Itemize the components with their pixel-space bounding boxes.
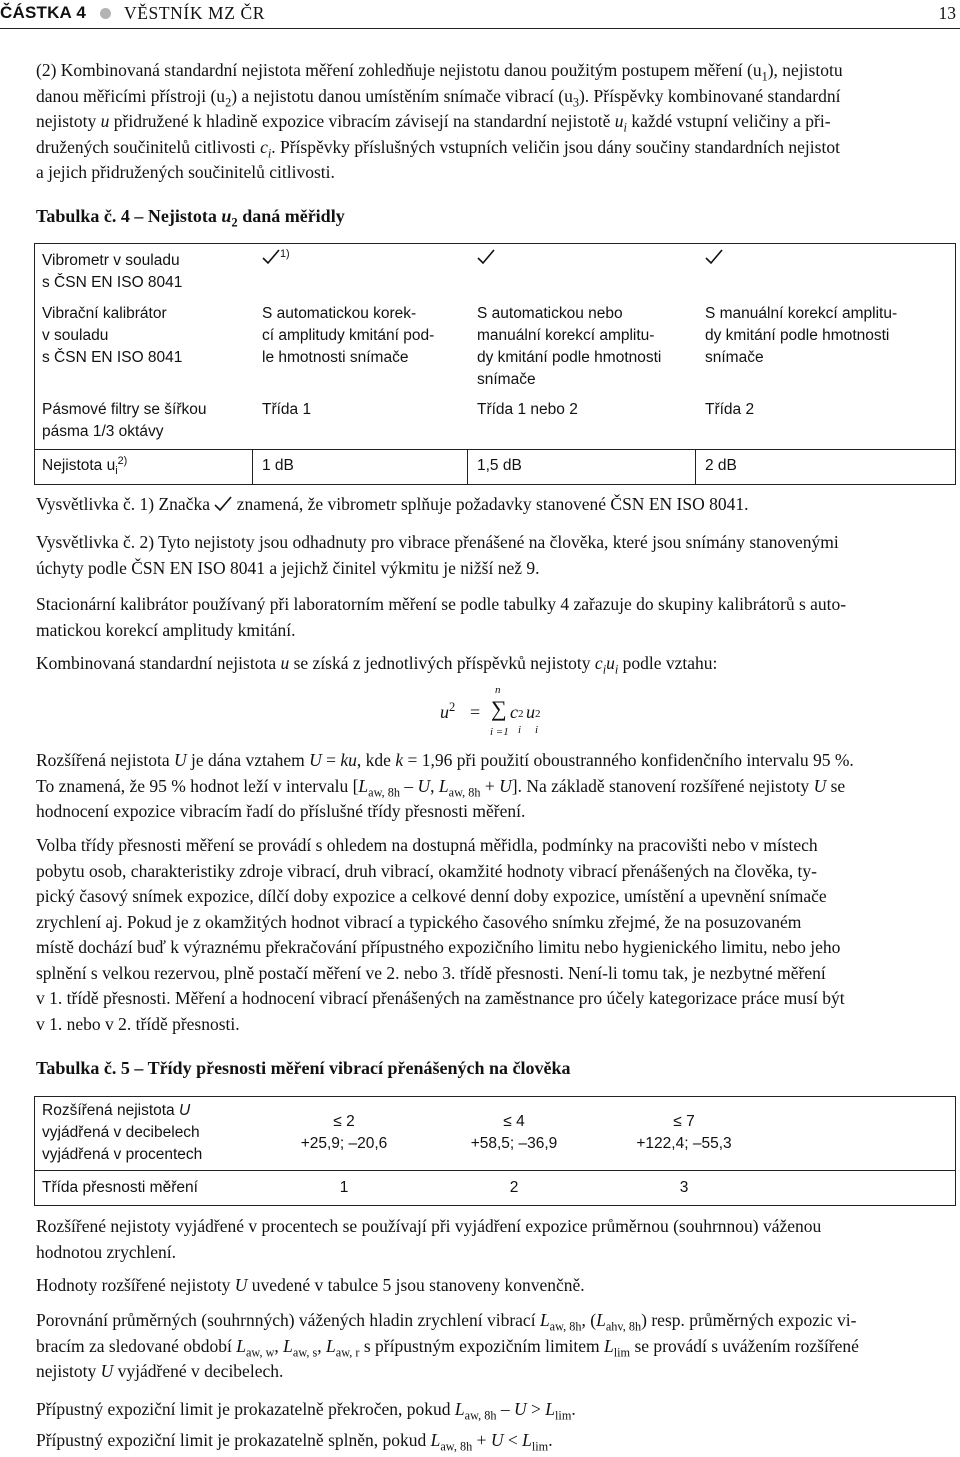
subscript: 3 xyxy=(572,95,579,109)
text: snímače xyxy=(477,371,536,388)
superscript: 2 xyxy=(535,708,541,720)
text: v souladu xyxy=(42,327,109,344)
text: , ( xyxy=(581,1310,597,1330)
table-cell xyxy=(614,1111,754,1155)
sum-lower-limit: i =1 xyxy=(490,726,509,738)
table-cell xyxy=(262,248,290,270)
line xyxy=(36,748,956,774)
table5-caption xyxy=(36,1058,571,1079)
symbol: L xyxy=(545,1399,556,1419)
superscript: 2 xyxy=(518,708,524,720)
text: + xyxy=(480,775,500,796)
line: v 1. nebo v 2. třídě přesnosti. xyxy=(36,1013,240,1034)
text: dy kmitání podle hmotnosti xyxy=(705,327,890,344)
symbol: U xyxy=(499,775,512,796)
text: + xyxy=(472,1430,491,1450)
symbol: u xyxy=(221,206,232,226)
table-cell-label xyxy=(42,1100,202,1166)
subscript: aw, r xyxy=(335,1345,360,1359)
text: je dána vztahem xyxy=(186,750,310,770)
subscript: i xyxy=(614,662,619,677)
text: ) a nejistotu danou umístěním snímače vibrací (u xyxy=(231,85,573,106)
symbol: c xyxy=(594,653,603,673)
text: Vibrační kalibrátor xyxy=(42,305,167,322)
line xyxy=(36,84,956,110)
text: S manuální korekcí amplitu- xyxy=(705,305,898,322)
text: . xyxy=(571,1399,576,1419)
text: manuální korekcí amplitu- xyxy=(477,327,655,344)
symbol: U xyxy=(490,1430,504,1450)
text: Přípustný expoziční limit je prokazatelně překročen, pokud xyxy=(36,1399,455,1419)
text: vyjádřená v decibelech xyxy=(42,1124,200,1141)
text: znamená, že vibrometr splňuje požadavky stanovené ČSN EN ISO 8041. xyxy=(232,494,749,514)
symbol: L xyxy=(283,1335,293,1356)
text: nejistoty xyxy=(36,111,101,131)
text: < xyxy=(503,1430,523,1450)
text: družených součinitelů citlivosti xyxy=(36,136,261,157)
subscript: i xyxy=(535,724,539,736)
symbol: L xyxy=(522,1430,532,1450)
page-number: 13 xyxy=(938,3,956,23)
paragraph-percent-uncertainty xyxy=(36,1214,956,1265)
checkmark-icon xyxy=(262,249,280,265)
text: Pásmové filtry se šířkou xyxy=(42,401,207,418)
symbol: U xyxy=(234,1275,248,1295)
table-cell-label: Třída přesnosti měření xyxy=(42,1179,198,1196)
symbol: U xyxy=(174,750,187,770)
line xyxy=(36,58,956,84)
symbol: u xyxy=(440,702,449,722)
text: ) resp. průměrných expozic vi- xyxy=(641,1310,857,1330)
subscript: ahv, 8h xyxy=(605,1319,642,1334)
table-cell-label xyxy=(42,399,207,443)
subscript: aw, 8h xyxy=(464,1408,497,1423)
symbol: ku xyxy=(340,750,357,770)
checkmark-icon xyxy=(477,249,495,265)
text: se xyxy=(826,775,846,796)
sum-upper-limit: n xyxy=(495,684,501,696)
symbol: u xyxy=(280,653,290,673)
table-cell xyxy=(444,1111,584,1155)
text: +122,4; –55,3 xyxy=(636,1135,732,1152)
table-cell-label xyxy=(42,455,127,477)
table-border xyxy=(34,1096,35,1206)
table-cell xyxy=(274,1111,414,1155)
text: pásma 1/3 oktávy xyxy=(42,423,164,440)
text: > xyxy=(526,1399,546,1419)
text: ), nejistotu xyxy=(767,60,843,80)
text: Rozšířená nejistota xyxy=(42,1102,179,1119)
symbol: u xyxy=(526,702,535,722)
subscript: lim xyxy=(613,1345,631,1359)
symbol: c xyxy=(510,702,518,722)
table-cell xyxy=(705,248,723,270)
bullet-dot-icon xyxy=(100,8,111,19)
table-border xyxy=(34,484,956,485)
text: přidružené k hladině expozice vibracím závisejí na standardní nejistotě xyxy=(109,111,615,131)
line: matickou korekcí amplitudy kmitání. xyxy=(36,619,296,640)
text: Porovnání průměrných (souhrnných) vážených hladin zrychlení vibrací xyxy=(36,1310,540,1330)
subscript: aw, 8h xyxy=(440,1439,473,1454)
symbol: U xyxy=(514,1399,527,1419)
subscript: aw, 8h xyxy=(448,785,481,799)
subscript: i xyxy=(518,724,522,736)
symbol: L xyxy=(358,775,369,796)
table5 xyxy=(34,1096,956,1206)
footnote-mark: 2) xyxy=(117,454,128,467)
text: ≤ 4 xyxy=(503,1113,525,1130)
table-cell-label xyxy=(42,303,182,369)
subscript: i xyxy=(623,120,627,135)
text: snímače xyxy=(705,349,764,366)
text: s ČSN EN ISO 8041 xyxy=(42,274,183,291)
text: Nejistota u xyxy=(42,457,116,474)
text: +58,5; –36,9 xyxy=(470,1135,558,1152)
text: . Příspěvky příslušných vstupních veličin jsou dány součiny standardních nejistot xyxy=(271,136,840,157)
line: Rozšířené nejistoty vyjádřené v procentech se používají při vyjádření expozice průměrnou (souhrnnou) váženou xyxy=(36,1216,822,1236)
superscript: 2 xyxy=(449,700,456,714)
table-cell: 1 xyxy=(339,1179,349,1196)
text: S automatickou korek- xyxy=(262,305,417,322)
subscript: aw, 8h xyxy=(549,1319,582,1334)
journal-title: VĚSTNÍK MZ ČR xyxy=(124,3,265,23)
symbol: U xyxy=(309,750,322,770)
text: podle vztahu: xyxy=(618,653,718,673)
text: = xyxy=(321,750,341,770)
text: = 1,96 při použití oboustranného konfidenčního intervalu 95 %. xyxy=(403,750,854,770)
symbol: L xyxy=(430,1430,441,1450)
text: s ČSN EN ISO 8041 xyxy=(42,349,183,366)
table-cell: Třída 2 xyxy=(705,401,755,418)
line xyxy=(36,160,956,186)
table-border xyxy=(955,1096,956,1206)
text: danou měřicími přístroji (u xyxy=(36,85,226,106)
line: pobytu osob, charakteristiky zdroje vibrací, druh vibrací, okamžité hodnoty vibrací přenášených na člověka, ty- xyxy=(36,860,817,881)
table-cell xyxy=(477,248,495,270)
text: vyjádřená v procentech xyxy=(42,1146,203,1163)
line: Volba třídy přesnosti měření se provádí s ohledem na dostupná měřidla, podmínky na pracovišti nebo v místech xyxy=(36,835,818,855)
subscript: 2 xyxy=(225,95,232,109)
symbol: k xyxy=(395,750,404,770)
table-cell: 3 xyxy=(679,1179,689,1196)
checkmark-icon xyxy=(214,496,232,512)
table-rule xyxy=(252,449,253,484)
paragraph-comparison xyxy=(36,1308,956,1385)
sum-icon: ∑ xyxy=(491,696,507,721)
text: To znamená, že 95 % hodnot leží v intervalu [ xyxy=(36,775,359,796)
symbol: U xyxy=(179,1102,191,1119)
table-cell: 2 dB xyxy=(705,457,737,474)
line xyxy=(36,1308,956,1334)
text: S automatickou nebo xyxy=(477,305,623,322)
text: , xyxy=(274,1335,284,1356)
paragraph-expanded-uncertainty xyxy=(36,748,956,825)
text: Vibrometr v souladu xyxy=(42,252,180,269)
line xyxy=(36,1334,956,1360)
text: se získá z jednotlivých příspěvků nejistoty xyxy=(289,653,595,673)
paragraph-accuracy-class-choice xyxy=(36,833,956,1037)
line: hodnocení expozice vibracím řadí do příslušné třídy přesnosti měření. xyxy=(36,801,526,821)
paragraph-combined xyxy=(36,651,956,677)
symbol: U xyxy=(100,1361,114,1381)
text: dy kmitání podle hmotnosti xyxy=(477,349,662,366)
paragraph-conventional-values xyxy=(36,1273,956,1299)
table-rule xyxy=(34,449,956,450)
subscript: i xyxy=(115,465,118,478)
text: . xyxy=(548,1430,553,1450)
subscript: i xyxy=(267,146,272,160)
line: Stacionární kalibrátor používaný při laboratorním měření se podle tabulky 4 zařazuje do skupiny kalibrátorů s auto- xyxy=(36,594,847,614)
line: úchyty podle ČSN EN ISO 8041 a jejichž činitel výkmitu je nižší než 9. xyxy=(36,557,540,578)
line: hodnotou zrychlení. xyxy=(36,1241,176,1262)
section-label: ČÁSTKA 4 xyxy=(0,3,86,22)
page-header xyxy=(0,0,960,30)
text: – xyxy=(496,1399,515,1419)
paragraph-stationary-calibrator xyxy=(36,592,956,643)
text: le hmotnosti snímače xyxy=(262,349,409,366)
text: ≤ 2 xyxy=(333,1113,355,1130)
line: splnění s velkou rezervou, plně postačí měření ve 2. nebo 3. třídě přesnosti. Není-li tomu tak, je nezbytné měření xyxy=(36,962,826,983)
text: +25,9; –20,6 xyxy=(300,1135,388,1152)
symbol: u xyxy=(100,111,110,131)
text: uvedené v tabulce 5 jsou stanoveny konvenčně. xyxy=(247,1275,585,1295)
text: bracím za sledované období xyxy=(36,1335,237,1356)
symbol: L xyxy=(539,1310,550,1330)
subscript: 1 xyxy=(761,69,768,84)
line: Vysvětlivka č. 2) Tyto nejistoty jsou odhadnuty pro vibrace přenášené na člověka, které jsou snímány stanovenými xyxy=(36,532,839,552)
symbol: u xyxy=(614,111,624,131)
line: pický časový snímek expozice, dílčí doby expozice a celkové denní doby expozice, umístění a upevnění snímače xyxy=(36,886,827,906)
caption-text: – Nejistota xyxy=(129,206,222,226)
symbol: L xyxy=(596,1310,606,1330)
line xyxy=(36,774,956,800)
text: ≤ 7 xyxy=(673,1113,695,1130)
table-cell xyxy=(262,303,434,369)
text: nejistoty xyxy=(36,1361,101,1381)
equals-sign: = xyxy=(470,702,481,722)
symbol: L xyxy=(326,1335,336,1356)
line xyxy=(36,135,956,161)
text: a jejich přidružených součinitelů citlivosti. xyxy=(36,162,335,182)
table-cell: 1,5 dB xyxy=(477,457,522,474)
table4-caption xyxy=(36,206,345,230)
line: místě dochází buď k výraznému překračování přípustného expozičního limitu nebo hygienického limitu, nebo jeho xyxy=(36,937,841,957)
text: se provádí s uvážením rozšířené xyxy=(630,1335,859,1356)
line: v 1. třídě přesnosti. Měření a hodnocení vibrací přenášených na zaměstnance pro účely kategorizace práce musí být xyxy=(36,988,845,1008)
caption-text: daná měřidly xyxy=(237,206,345,226)
line xyxy=(36,109,956,135)
header-rule xyxy=(0,28,960,29)
text: s přípustným expozičním limitem xyxy=(359,1335,604,1356)
symbol: c xyxy=(260,136,268,157)
subscript: i xyxy=(602,662,607,677)
paragraph-limit-met xyxy=(36,1428,956,1454)
symbol: u xyxy=(606,653,615,673)
table-cell: Třída 1 xyxy=(262,401,312,418)
paragraph-combined-uncertainty xyxy=(36,58,956,186)
subscript: lim xyxy=(531,1439,549,1454)
text: Vysvětlivka č. 1) Značka xyxy=(36,494,215,514)
symbol: L xyxy=(603,1335,614,1356)
text: , kde xyxy=(356,750,396,770)
table4 xyxy=(34,243,956,485)
table-rule xyxy=(34,1170,956,1171)
table-rule xyxy=(695,449,696,484)
table-cell: Třída 1 nebo 2 xyxy=(477,401,578,418)
symbol: L xyxy=(438,775,449,796)
text: vyjádřené v decibelech. xyxy=(113,1361,284,1381)
text: (2) Kombinovaná standardní nejistota měření zohledňuje nejistotu danou použitým postupem měření (u xyxy=(36,60,762,80)
table-cell-label xyxy=(42,250,182,294)
text: – xyxy=(400,775,418,796)
formula xyxy=(440,684,580,740)
text: Přípustný expoziční limit je prokazatelně splněn, pokud xyxy=(36,1430,431,1450)
subscript: aw, s xyxy=(292,1345,318,1359)
footnote-mark: 1) xyxy=(280,247,290,260)
table-cell xyxy=(477,303,661,391)
table-border xyxy=(34,1205,956,1206)
text: ]. Na základě stanovení rozšířené nejistoty xyxy=(511,775,814,796)
checkmark-icon xyxy=(705,249,723,265)
caption-text: – Třídy přesnosti měření vibrací přenášených na člověka xyxy=(129,1058,571,1078)
text: cí amplitudy kmitání pod- xyxy=(262,327,435,344)
text: , xyxy=(317,1335,327,1356)
paragraph-limit-exceeded xyxy=(36,1397,956,1423)
table-rule xyxy=(467,449,468,484)
line xyxy=(36,1359,956,1385)
text: , xyxy=(430,775,439,796)
symbol: U xyxy=(417,775,431,796)
symbol: L xyxy=(454,1399,465,1419)
table-border xyxy=(34,243,956,244)
text: každé vstupní veličiny a při- xyxy=(626,111,831,131)
caption-lead: Tabulka č. 4 xyxy=(36,206,130,226)
table-border xyxy=(34,1096,956,1097)
text: Rozšířená nejistota xyxy=(36,750,175,770)
text: Hodnoty rozšířené nejistoty xyxy=(36,1275,235,1295)
symbol: U xyxy=(813,775,827,796)
text: ). Příspěvky kombinované standardní xyxy=(578,85,841,106)
table-cell: 1 dB xyxy=(262,457,294,474)
subscript: aw, 8h xyxy=(368,785,401,799)
table-cell: 2 xyxy=(509,1179,519,1196)
subscript: lim xyxy=(555,1408,572,1423)
subscript: aw, w xyxy=(245,1345,275,1359)
caption-lead: Tabulka č. 5 xyxy=(36,1058,130,1078)
table-cell xyxy=(705,303,897,369)
footnote-2 xyxy=(36,530,956,581)
text: Kombinovaná standardní nejistota xyxy=(36,653,281,673)
symbol: L xyxy=(236,1335,246,1356)
subscript: 2 xyxy=(231,215,238,230)
line: zrychlení aj. Pokud je z okamžitých hodnot vibrací a typického časového snímku zřejmé, že na posuzovaném xyxy=(36,911,802,932)
footnote-1 xyxy=(36,492,956,518)
